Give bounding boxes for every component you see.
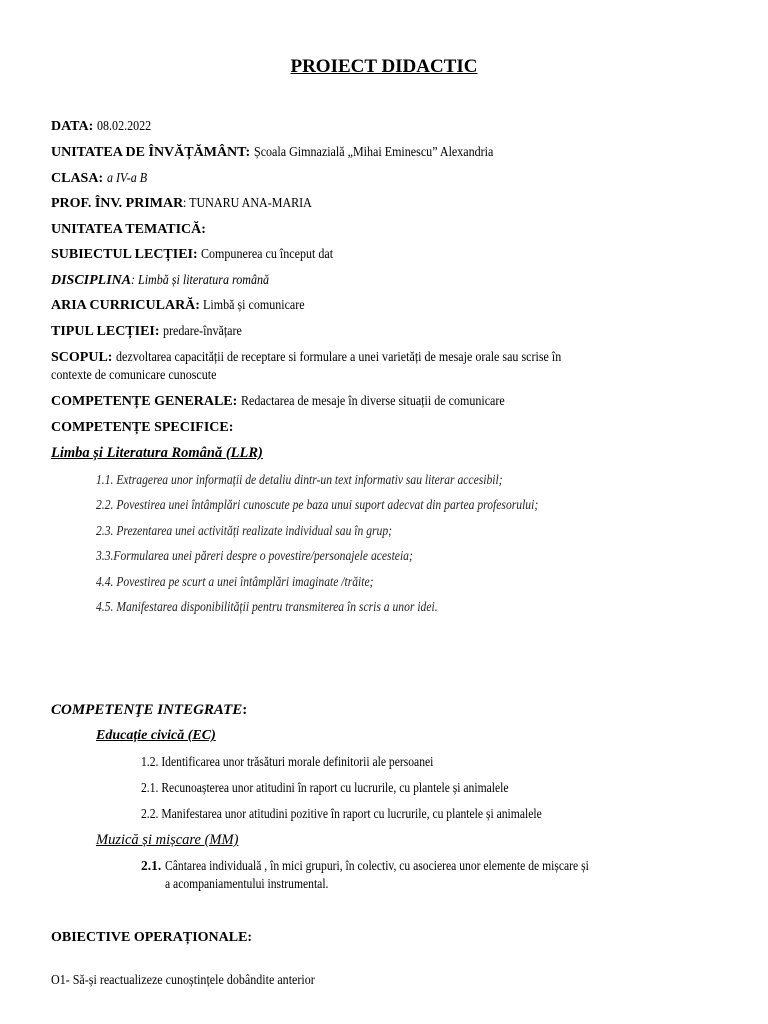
field-competente-specifice [51, 419, 233, 437]
field-aria [51, 297, 322, 315]
field-subiectul-label: SUBIECTUL LECȚIEI: [51, 247, 198, 262]
field-scopul-cont [51, 367, 243, 385]
field-clasa-value: a IV-a B [106, 171, 147, 186]
obiective-heading: OBIECTIVE OPERAȚIONALE: [51, 930, 253, 945]
llr-item: 2.3. Prezentarea unei activități realizate individual sau în grup; [96, 523, 393, 538]
field-prof-label: PROF. ÎNV. PRIMAR [51, 196, 184, 211]
field-scopul-value: dezvoltarea capacității de receptare si formulare a unei varietăți de mesaje orale sau scrise în [115, 350, 562, 365]
field-unitatea-label: UNITATEA DE ÎNVĂȚĂMÂNT: [51, 145, 251, 160]
field-unitatea-tematica [51, 221, 206, 239]
field-competente-generale-value: Redactarea de mesaje în diverse situații de comunicare [240, 394, 505, 409]
field-competente-generale-label: COMPETENȚE GENERALE: [51, 394, 238, 409]
llr-item: 4.5. Manifestarea disponibilității pentru transmiterea în scris a unor idei. [96, 599, 438, 614]
field-data [51, 118, 160, 136]
field-subiectul-value: Compunerea cu început dat [201, 247, 334, 262]
field-disciplina [51, 272, 292, 290]
field-aria-value: Limbă și comunicare [203, 298, 306, 313]
mm-item [141, 858, 657, 874]
field-unitatea [51, 144, 532, 162]
field-prof [51, 195, 333, 213]
field-tipul [51, 323, 255, 341]
field-scopul-value-2: contexte de comunicare cunoscute [51, 368, 217, 383]
field-competente-generale [51, 393, 548, 411]
ec-item: 1.2. Identificarea unor trăsături morale definitorii ale persoanei [141, 754, 434, 769]
llr-heading: Limba și Literatura Română (LLR) [51, 445, 263, 461]
mm-item-line-2: a acompaniamentului instrumental. [165, 876, 329, 891]
field-disciplina-label: DISCIPLINA [51, 273, 132, 288]
mm-item-line-1: Cântarea individuală , în mici grupuri, în colectiv, cu asocierea unor elemente de mișcare și [164, 858, 589, 873]
field-prof-value: : TUNARU ANA-MARIA [183, 196, 313, 211]
mm-item-number: 2.1. [141, 858, 162, 873]
field-data-label: DATA: [51, 119, 94, 134]
ec-item: 2.2. Manifestarea unor atitudini pozitive în raport cu lucrurile, cu plantele și animalele [141, 806, 542, 821]
field-data-value: 08.02.2022 [96, 119, 151, 134]
ec-heading: Educație civică (EC) [96, 728, 216, 743]
field-unitatea-value: Școala Gimnazială „Mihai Eminescu” Alexandria [253, 145, 494, 160]
llr-item: 2.2. Povestirea unei întâmplări cunoscute pe baza unui suport adecvat din partea profesorului; [96, 497, 539, 512]
mm-item-cont [165, 876, 355, 892]
field-subiectul [51, 246, 355, 264]
field-tipul-label: TIPUL LECȚIEI: [51, 324, 160, 339]
field-unitatea-tematica-label: UNITATEA TEMATICĂ: [51, 222, 206, 237]
field-aria-label: ARIA CURRICULARĂ: [51, 298, 200, 313]
document-title: PROIECT DIDACTIC [290, 56, 478, 77]
field-clasa-label: CLASA: [51, 171, 104, 186]
field-clasa [51, 170, 153, 188]
field-scopul-label: SCOPUL: [51, 350, 113, 365]
field-scopul [51, 349, 634, 367]
field-competente-specifice-label: COMPETENȚE SPECIFICE: [51, 420, 234, 435]
mm-heading: Muzică și mișcare (MM) [96, 832, 239, 848]
llr-item: 3.3.Formularea unei păreri despre o povestire/personajele acesteia; [96, 548, 413, 563]
field-tipul-value: predare-învățare [163, 324, 242, 339]
field-disciplina-value: : Limbă și literatura română [131, 273, 270, 288]
llr-item: 1.1. Extragerea unor informații de detaliu dintr-un text informativ sau literar accesibil; [96, 472, 503, 487]
llr-item: 4.4. Povestirea pe scurt a unei întâmplări imaginate /trăite; [96, 574, 374, 589]
integrate-heading: COMPETENŢE INTEGRATE: [51, 702, 248, 718]
ec-item: 2.1. Recunoașterea unor atitudini în raport cu lucrurile, cu plantele și animalele [141, 780, 509, 795]
obiective-o1: O1- Să-și reactualizeze cunoștințele dobândite anterior [51, 973, 315, 988]
